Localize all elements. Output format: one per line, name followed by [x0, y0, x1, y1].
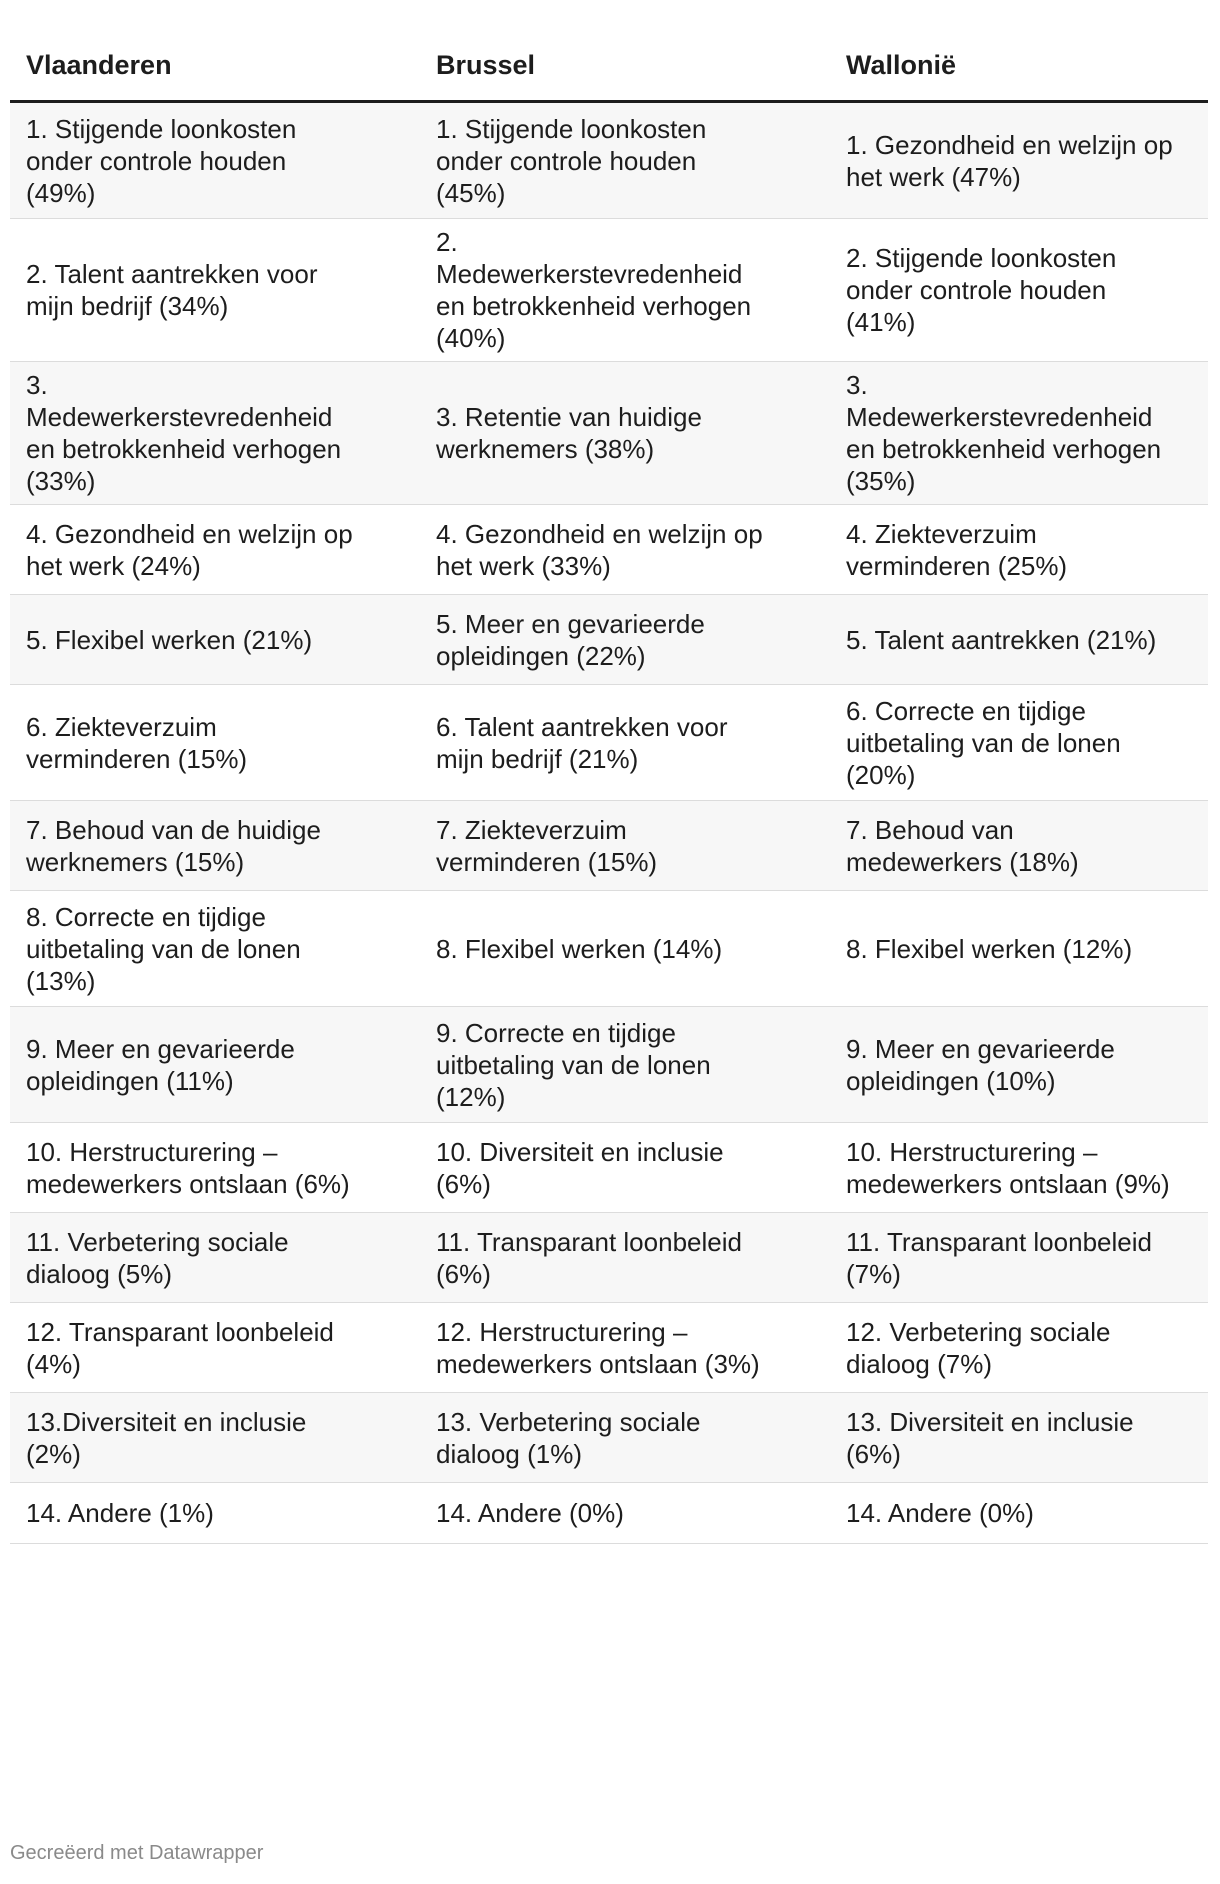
table-row: [10, 891, 1208, 1007]
table-cell-wallonie: 5. Talent aantrekken (21%): [846, 624, 1157, 655]
table-row: [10, 103, 1208, 219]
table-cell-wallonie: 7. Behoud van medewerkers (18%): [846, 814, 1079, 877]
table-cell-vlaanderen: 13.Diversiteit en inclusie (2%): [26, 1406, 307, 1469]
table-row: [10, 595, 1208, 685]
table-cell-wallonie: 8. Flexibel werken (12%): [846, 933, 1133, 964]
data-table: [10, 30, 1208, 1544]
table-cell-wallonie: 2. Stijgende loonkosten onder controle houden (41%): [846, 243, 1117, 337]
table-cell-brussel: 9. Correcte en tijdige uitbetaling van de lonen (12%): [436, 1017, 711, 1112]
table-cell-brussel: 2. Medewerkerstevredenheid en betrokkenheid verhogen (40%): [436, 227, 752, 353]
table-row: [10, 219, 1208, 362]
table-cell-wallonie: 9. Meer en gevarieerde opleidingen (10%): [846, 1033, 1115, 1096]
table-cell-wallonie: 13. Diversiteit en inclusie (6%): [846, 1406, 1134, 1469]
table-row: [10, 685, 1208, 801]
table-cell-vlaanderen: 11. Verbetering sociale dialoog (5%): [26, 1226, 289, 1289]
table-cell-vlaanderen: 14. Andere (1%): [26, 1498, 214, 1528]
table-cell-wallonie: 6. Correcte en tijdige uitbetaling van de lonen (20%): [846, 695, 1121, 790]
table-cell-vlaanderen: 7. Behoud van de huidige werknemers (15%): [26, 814, 321, 877]
table-cell-vlaanderen: 12. Transparant loonbeleid (4%): [26, 1316, 334, 1379]
table-body: [10, 103, 1208, 1544]
table-cell-vlaanderen: 10. Herstructurering – medewerkers ontslaan (6%): [26, 1136, 350, 1199]
table-row: [10, 1483, 1208, 1544]
table-cell-brussel: 6. Talent aantrekken voor mijn bedrijf (21%): [436, 711, 728, 774]
table-row: [10, 505, 1208, 595]
column-header-vlaanderen: Vlaanderen: [26, 49, 172, 80]
table-cell-brussel: 3. Retentie van huidige werknemers (38%): [436, 402, 702, 464]
table-cell-wallonie: 10. Herstructurering – medewerkers ontslaan (9%): [846, 1136, 1170, 1199]
table-cell-brussel: 10. Diversiteit en inclusie (6%): [436, 1136, 724, 1199]
table-cell-brussel: 13. Verbetering sociale dialoog (1%): [436, 1406, 701, 1469]
table-cell-brussel: 1. Stijgende loonkosten onder controle houden (45%): [436, 113, 707, 208]
column-header-wallonie: Wallonië: [846, 49, 957, 80]
table-row: [10, 362, 1208, 505]
table-cell-wallonie: 14. Andere (0%): [846, 1498, 1034, 1528]
table-cell-brussel: 4. Gezondheid en welzijn op het werk (33%): [436, 518, 763, 581]
table-cell-brussel: 12. Herstructurering – medewerkers ontslaan (3%): [436, 1316, 760, 1379]
table-cell-wallonie: 1. Gezondheid en welzijn op het werk (47%): [846, 129, 1173, 192]
table-cell-vlaanderen: 3. Medewerkerstevredenheid en betrokkenheid verhogen (33%): [26, 370, 342, 496]
table-cell-vlaanderen: 1. Stijgende loonkosten onder controle houden (49%): [26, 113, 297, 208]
table-row: [10, 1007, 1208, 1123]
table-header: [10, 30, 1208, 103]
table-row: [10, 1213, 1208, 1303]
column-header-brussel: Brussel: [436, 49, 536, 80]
table-cell-vlaanderen: 4. Gezondheid en welzijn op het werk (24%): [26, 518, 353, 581]
table-cell-vlaanderen: 9. Meer en gevarieerde opleidingen (11%): [26, 1033, 295, 1096]
table-cell-wallonie: 4. Ziekteverzuim verminderen (25%): [846, 518, 1068, 581]
table-cell-wallonie: 12. Verbetering sociale dialoog (7%): [846, 1316, 1111, 1379]
table-row: [10, 1393, 1208, 1483]
table-cell-brussel: 5. Meer en gevarieerde opleidingen (22%): [436, 608, 705, 671]
table-cell-vlaanderen: 5. Flexibel werken (21%): [26, 624, 313, 655]
table-row: [10, 1123, 1208, 1213]
table-cell-vlaanderen: 8. Correcte en tijdige uitbetaling van de lonen (13%): [26, 901, 301, 996]
table-row: [10, 1303, 1208, 1393]
table-cell-brussel: 14. Andere (0%): [436, 1498, 624, 1528]
table-cell-vlaanderen: 6. Ziekteverzuim verminderen (15%): [26, 711, 248, 774]
table-cell-brussel: 7. Ziekteverzuim verminderen (15%): [436, 814, 658, 877]
table-cell-wallonie: 3. Medewerkerstevredenheid en betrokkenheid verhogen (35%): [846, 370, 1162, 496]
table-cell-brussel: 8. Flexibel werken (14%): [436, 933, 723, 964]
table-row: [10, 801, 1208, 891]
datawrapper-credit: Gecreëerd met Datawrapper: [10, 1842, 264, 1864]
table-cell-brussel: 11. Transparant loonbeleid (6%): [436, 1226, 742, 1289]
table-cell-vlaanderen: 2. Talent aantrekken voor mijn bedrijf (34%): [26, 259, 318, 321]
table-cell-wallonie: 11. Transparant loonbeleid (7%): [846, 1226, 1152, 1289]
